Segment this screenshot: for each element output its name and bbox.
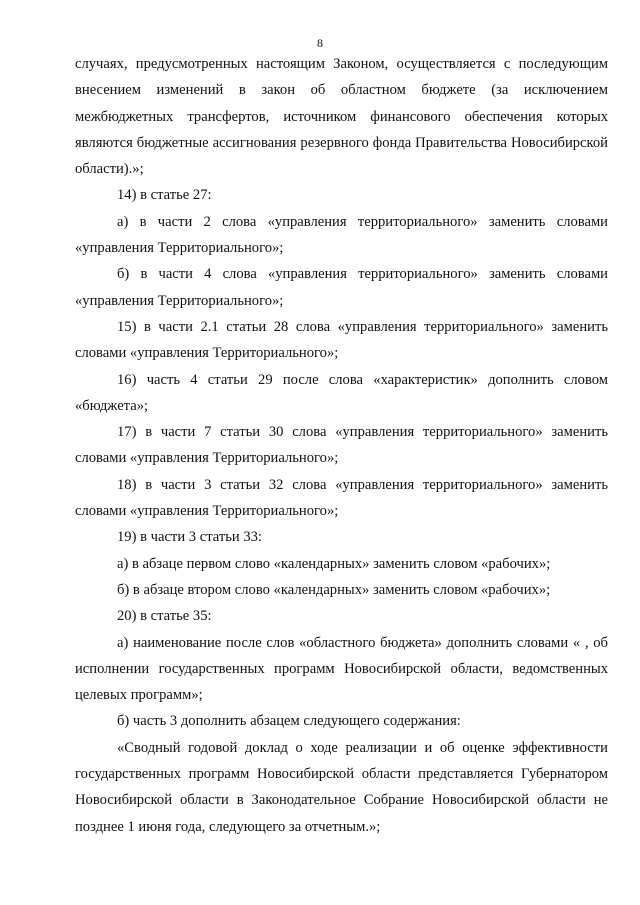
- paragraph-item-18: 18) в части 3 статьи 32 слова «управления территориального» заменить словами «управления Территориального»;: [75, 476, 608, 520]
- paragraph-item-16: 16) часть 4 статьи 29 после слова «характеристик» дополнить словом «бюджета»;: [75, 371, 608, 414]
- paragraph-item-20b: б) часть 3 дополнить абзацем следующего содержания:: [117, 713, 461, 730]
- paragraph-item-19: 19) в части 3 статьи 33:: [117, 529, 262, 546]
- paragraph-item-14b: б) в части 4 слова «управления территориального» заменить словами «управления Территориального»;: [75, 266, 608, 309]
- paragraph-quoted-text: «Сводный годовой доклад о ходе реализации и об оценке эффективности государственных программ Новосибирской области представляется Губернатором Новосибирской области в Законодательное Собрание Новосибирской области не позднее 1 июня года, следующего за отчетным.»;: [75, 739, 608, 835]
- paragraph-item-14: 14) в статье 27:: [117, 187, 212, 204]
- page-number: 8: [317, 36, 323, 50]
- paragraph-item-15: 15) в части 2.1 статьи 28 слова «управления территориального» заменить словами «управления Территориального»;: [75, 318, 608, 362]
- paragraph-item-20: 20) в статье 35:: [117, 608, 212, 625]
- paragraph-item-20a: а) наименование после слов «областного бюджета» дополнить словами « , об исполнении государственных программ Новосибирской области, ведомственных целевых программ»;: [75, 634, 608, 704]
- paragraph-item-19b: б) в абзаце втором слово «календарных» заменить словом «рабочих»;: [117, 581, 551, 598]
- paragraph-item-17: 17) в части 7 статьи 30 слова «управления территориального» заменить словами «управления Территориального»;: [75, 424, 608, 467]
- paragraph-item-14a: а) в части 2 слова «управления территориального» заменить словами «управления Территориального»;: [75, 213, 608, 257]
- paragraph-item-19a: а) в абзаце первом слово «календарных» заменить словом «рабочих»;: [117, 555, 551, 572]
- paragraph-continuation: случаях, предусмотренных настоящим Законом, осуществляется с последующим внесением изменений в закон об областном бюджете (за исключением межбюджетных трансфертов, источником финансового обеспечения которых являются бюджетные ассигнования резервного фонда Правительства Новосибирской области).»;: [75, 56, 608, 178]
- document-body: [75, 51, 608, 840]
